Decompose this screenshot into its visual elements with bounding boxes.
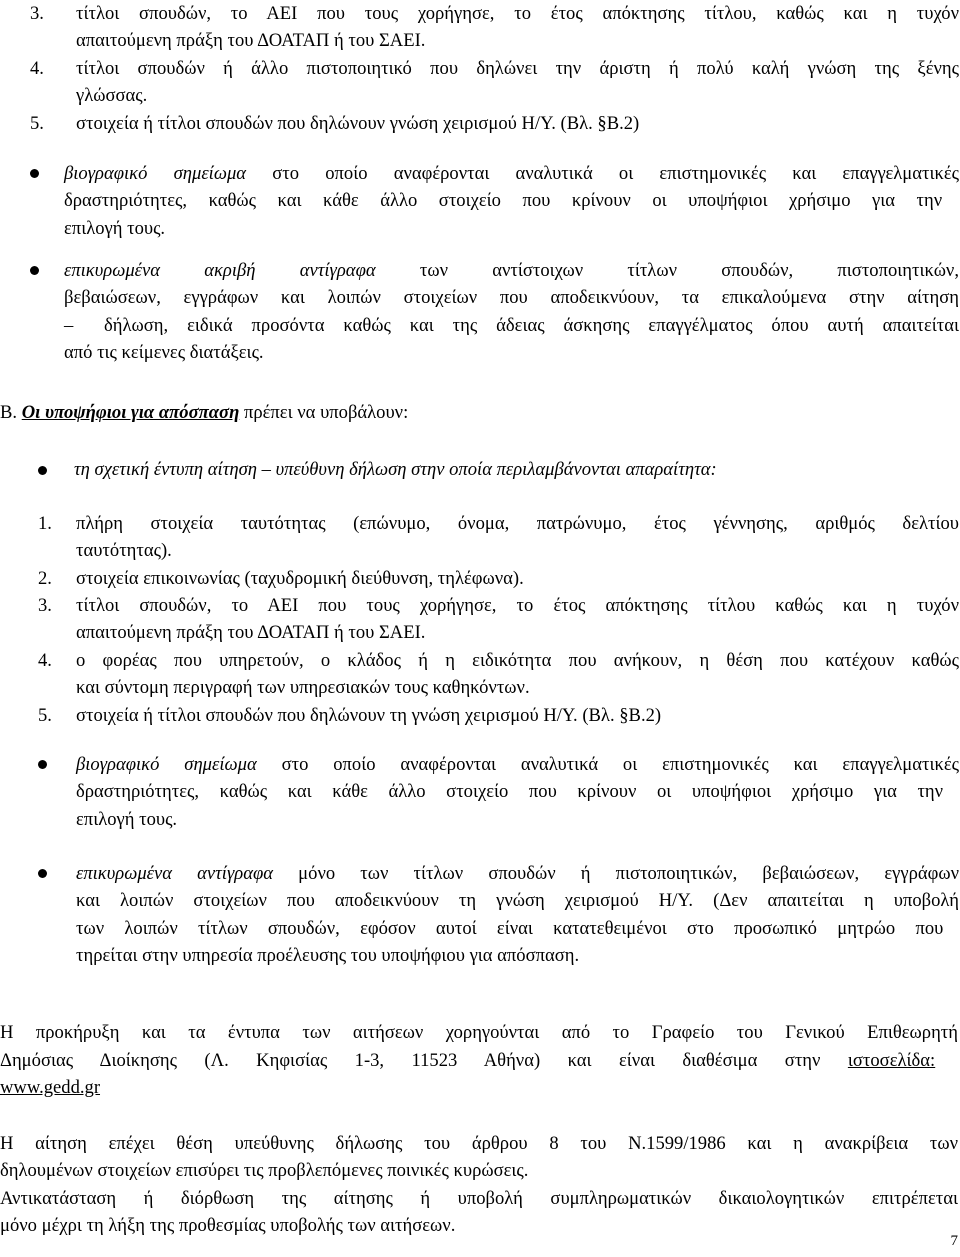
- list-item-text: τίτλοι σπουδών ή άλλο πιστοποιητικό που δηλώνει την άριστη ή πολύ καλή γνώση της ξένης: [76, 58, 959, 79]
- paragraph-line: δραστηριότητες, καθώς και κάθε άλλο στοιχείο που κρίνουν οι υποψήφιοι χρήσιμο για την: [76, 781, 944, 802]
- list-number: 5.: [38, 705, 52, 726]
- bullet-icon: [38, 869, 47, 878]
- paragraph-text: μόνο των τίτλων σπουδών ή πιστοποιητικών, βεβαιώσεων, εγγράφων: [273, 863, 959, 884]
- emphasis-text: βιογραφικό σημείωμα: [64, 163, 247, 184]
- list-number: 4.: [30, 58, 44, 79]
- paragraph-line: δήλωση, ειδικά προσόντα καθώς και της άδειας άσκησης επαγγέλματος όπου αυτή απαιτείται: [104, 315, 959, 336]
- list-item-text: ταυτότητας).: [76, 540, 172, 561]
- paragraph-line: μόνο μέχρι τη λήξη της προθεσμίας υποβολής των αιτήσεων.: [0, 1215, 456, 1236]
- list-item-text: τίτλοι σπουδών, το ΑΕΙ που τους χορήγησε, το έτος απόκτησης τίτλου, καθώς και η τυχόν: [76, 3, 959, 24]
- page-number: 7: [950, 1233, 958, 1249]
- paragraph-line: [64, 160, 959, 187]
- paragraph-line: τηρείται στην υπηρεσία προέλευσης του υποψήφιου για απόσπαση.: [76, 945, 580, 966]
- list-item-text: απαιτούμενη πράξη του ΔΟΑΤΑΠ ή του ΣΑΕΙ.: [76, 30, 426, 51]
- section-title: Οι υποψήφιοι για απόσπαση: [21, 402, 240, 423]
- paragraph-text: Δημόσιας Διοίκησης (Λ. Κηφισίας 1-3, 11523 Αθήνα) και είναι διαθέσιμα στην: [0, 1050, 848, 1071]
- list-item-text: στοιχεία επικοινωνίας (ταχυδρομική διεύθυνση, τηλέφωνα).: [76, 568, 524, 589]
- paragraph-line: Αντικατάσταση ή διόρθωση της αίτησης ή υποβολή συμπληρωματικών δικαιολογητικών επιτρέπεται: [0, 1188, 958, 1209]
- list-number: 5.: [30, 113, 44, 134]
- list-item-text: στοιχεία ή τίτλοι σπουδών που δηλώνουν τη γνώση χειρισμού Η/Υ. (Βλ. §Β.2): [76, 705, 662, 726]
- paragraph-line: δραστηριότητες, καθώς και κάθε άλλο στοιχείο που κρίνουν οι υποψήφιοι χρήσιμο για την: [64, 190, 943, 211]
- paragraph-line: [76, 751, 959, 778]
- list-item-text: τίτλοι σπουδών, το ΑΕΙ που τους χορήγησε, το έτος απόκτησης τίτλου καθώς και η τυχόν: [76, 595, 959, 616]
- list-item-text: στοιχεία ή τίτλοι σπουδών που δηλώνουν γνώση χειρισμού Η/Υ. (Βλ. §Β.2): [76, 113, 640, 134]
- emphasis-text: βιογραφικό σημείωμα: [76, 754, 257, 775]
- bullet-icon: [30, 169, 39, 178]
- website-link[interactable]: www.gedd.gr: [0, 1077, 101, 1098]
- section-letter: Β.: [0, 402, 18, 423]
- website-label: ιστοσελίδα:: [847, 1050, 936, 1071]
- dash-mark: –: [64, 315, 74, 336]
- emphasis-text: επικυρωμένα ακριβή αντίγραφα: [64, 260, 376, 281]
- list-item-text: και σύντομη περιγραφή των υπηρεσιακών τους καθηκόντων.: [76, 677, 530, 698]
- paragraph-text: των αντίστοιχων τίτλων σπουδών, πιστοποιητικών,: [375, 260, 959, 281]
- paragraph-line: δηλουμένων στοιχείων επισύρει τις προβλεπόμενες ποινικές κυρώσεις.: [0, 1160, 529, 1181]
- list-item-text: πλήρη στοιχεία ταυτότητας (επώνυμο, όνομα, πατρώνυμο, έτος γέννησης, αριθμός δελτίου: [76, 513, 959, 534]
- paragraph-line: επιλογή τους.: [64, 218, 166, 239]
- paragraph-line: και λοιπών στοιχείων που αποδεικνύουν τη γνώση χειρισμού Η/Υ. (Δεν απαιτείται η υποβολή: [76, 890, 959, 911]
- bullet-icon: [30, 266, 39, 275]
- emphasis-text: επικυρωμένα αντίγραφα: [76, 863, 274, 884]
- bullet-icon: [38, 760, 47, 769]
- paragraph-line: [76, 860, 959, 887]
- list-item-text: γλώσσας.: [76, 85, 148, 106]
- paragraph-line: τη σχετική έντυπη αίτηση – υπεύθυνη δήλωση στην οποία περιλαμβάνονται απαραίτητα:: [74, 459, 717, 480]
- paragraph-line: Η αίτηση επέχει θέση υπεύθυνης δήλωσης του άρθρου 8 του Ν.1599/1986 και η ανακρίβεια των: [0, 1133, 958, 1154]
- paragraph-line: [64, 257, 959, 284]
- list-number: 1.: [38, 513, 52, 534]
- section-heading: [0, 399, 408, 426]
- paragraph-line: [0, 1047, 935, 1074]
- paragraph-line: από τις κείμενες διατάξεις.: [64, 342, 264, 363]
- paragraph-line: Η προκήρυξη και τα έντυπα των αιτήσεων χορηγούνται από το Γραφείο του Γενικού Επιθεωρητή: [0, 1022, 958, 1043]
- list-item-text: ο φορέας που υπηρετούν, ο κλάδος ή η ειδικότητα που ανήκουν, η θέση που κατέχουν καθώς: [76, 650, 959, 671]
- section-rest: πρέπει να υποβάλουν:: [239, 402, 409, 423]
- paragraph-text: στο οποίο αναφέρονται αναλυτικά οι επιστημονικές και επαγγελματικές: [246, 163, 959, 184]
- paragraph-line: των λοιπών τίτλων σπουδών, εφόσον αυτοί είναι κατατεθειμένοι στο προσωπικό μητρώο που: [76, 918, 944, 939]
- bullet-icon: [38, 466, 47, 475]
- list-item-text: απαιτούμενη πράξη του ΔΟΑΤΑΠ ή του ΣΑΕΙ.: [76, 622, 426, 643]
- list-number: 4.: [38, 650, 52, 671]
- paragraph-line: βεβαιώσεων, εγγράφων και λοιπών στοιχείων που αποδεικνύουν, τα επικαλούμενα στην αίτηση: [64, 287, 959, 308]
- list-number: 3.: [30, 3, 44, 24]
- list-number: 2.: [38, 568, 52, 589]
- list-number: 3.: [38, 595, 52, 616]
- paragraph-text: στο οποίο αναφέρονται αναλυτικά οι επιστημονικές και επαγγελματικές: [256, 754, 959, 775]
- paragraph-line: επιλογή τους.: [76, 809, 178, 830]
